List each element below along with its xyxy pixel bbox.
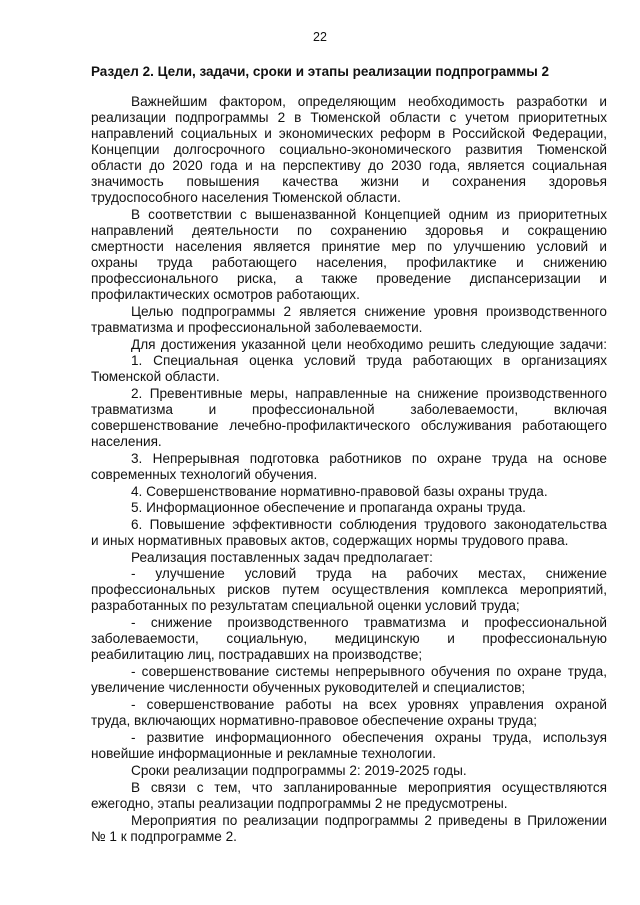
task-item: 1. Специальная оценка условий труда работающих в организациях — [131, 353, 607, 368]
paragraph-line: смертности населения является принятие мер по улучшению условий и — [91, 239, 607, 254]
paragraph-line: Для достижения указанной цели необходимо решить следующие задачи: — [131, 337, 607, 352]
paragraph-line: профессионального риска, а также проведение диспансеризации и — [91, 271, 607, 286]
paragraph-line: Целью подпрограммы 2 является снижение уровня производственного — [131, 304, 607, 319]
section-heading: Раздел 2. Цели, задачи, сроки и этапы реализации подпрограммы 2 — [90, 64, 550, 79]
task-item: Тюменской области. — [91, 369, 220, 384]
paragraph-line: охраны труда работающего населения, профилактике и снижению — [91, 255, 607, 270]
list-item: - улучшение условий труда на рабочих местах, снижение — [131, 566, 607, 581]
paragraph-line: Важнейшим фактором, определяющим необходимость разработки и — [131, 94, 607, 109]
list-item: реабилитацию лиц, пострадавших на производстве; — [91, 647, 423, 662]
list-item: - совершенствование работы на всех уровнях управления охраной — [131, 697, 607, 712]
list-item: - развитие информационного обеспечения охраны труда, используя — [131, 730, 607, 745]
task-item: 5. Информационное обеспечение и пропаганда охраны труда. — [131, 500, 526, 515]
paragraph-line: области до 2020 года и на перспективу до 2030 года, является социальная — [91, 158, 607, 173]
paragraph-line: значимость повышения качества жизни и сохранения здоровья — [91, 174, 607, 189]
task-item: населения. — [91, 434, 162, 449]
task-item: 3. Непрерывная подготовка работников по охране труда на основе — [131, 451, 607, 466]
list-item: увеличение численности обученных руководителей и специалистов; — [91, 680, 526, 695]
list-item: - совершенствование системы непрерывного обучения по охране труда, — [131, 664, 607, 679]
paragraph-line: профилактических осмотров работающих. — [91, 287, 360, 302]
paragraph-line: Реализация поставленных задач предполагает: — [131, 550, 433, 565]
paragraph-line: травматизма и профессиональной заболеваемости. — [91, 320, 423, 335]
task-item: травматизма и профессиональной заболеваемости, включая — [91, 402, 607, 417]
paragraph-line: Сроки реализации подпрограммы 2: 2019-2025 годы. — [131, 763, 467, 778]
paragraph-line: Мероприятия по реализации подпрограммы 2 приведены в Приложении — [131, 813, 607, 828]
paragraph-line: трудоспособного населения Тюменской области. — [91, 190, 401, 205]
task-item: совершенствование лечебно-профилактического обслуживания работающего — [91, 418, 607, 433]
list-item: труда, включающих нормативно-правовое обеспечение охраны труда; — [91, 713, 538, 728]
paragraph-line: № 1 к подпрограмме 2. — [91, 829, 237, 844]
paragraph-line: направлений деятельности по сохранению здоровья и сокращению — [91, 223, 607, 238]
task-item: 6. Повышение эффективности соблюдения трудового законодательства — [131, 517, 607, 532]
paragraph-line: направлений социальных и экономических реформ в Российской Федерации, — [91, 126, 607, 141]
list-item: профессиональных рисков путем осуществления комплекса мероприятий, — [91, 582, 607, 597]
task-item: и иных нормативных правовых актов, содержащих нормы трудового права. — [91, 533, 569, 548]
list-item: новейшие информационные и рекламные технологии. — [91, 746, 437, 761]
list-item: заболеваемости, социальную, медицинскую и профессиональную — [91, 631, 607, 646]
task-item: современных технологий обучения. — [91, 467, 318, 482]
task-item: 4. Совершенствование нормативно-правовой базы охраны труда. — [131, 484, 548, 499]
task-item: 2. Превентивные меры, направленные на снижение производственного — [131, 386, 607, 401]
paragraph-line: Концепции долгосрочного социально-экономического развития Тюменской — [91, 142, 607, 157]
paragraph-line: В соответствии с вышеназванной Концепцией одним из приоритетных — [131, 207, 607, 222]
list-item: - снижение производственного травматизма и профессиональной — [131, 615, 607, 630]
paragraph-line: реализации подпрограммы 2 в Тюменской области с учетом приоритетных — [91, 110, 607, 125]
list-item: разработанных по результатам специальной оценки условий труда; — [91, 598, 520, 613]
paragraph-line: ежегодно, этапы реализации подпрограммы 2 не предусмотрены. — [91, 796, 508, 811]
page-number: 22 — [313, 30, 327, 44]
paragraph-line: В связи с тем, что запланированные мероприятия осуществляются — [131, 780, 607, 795]
